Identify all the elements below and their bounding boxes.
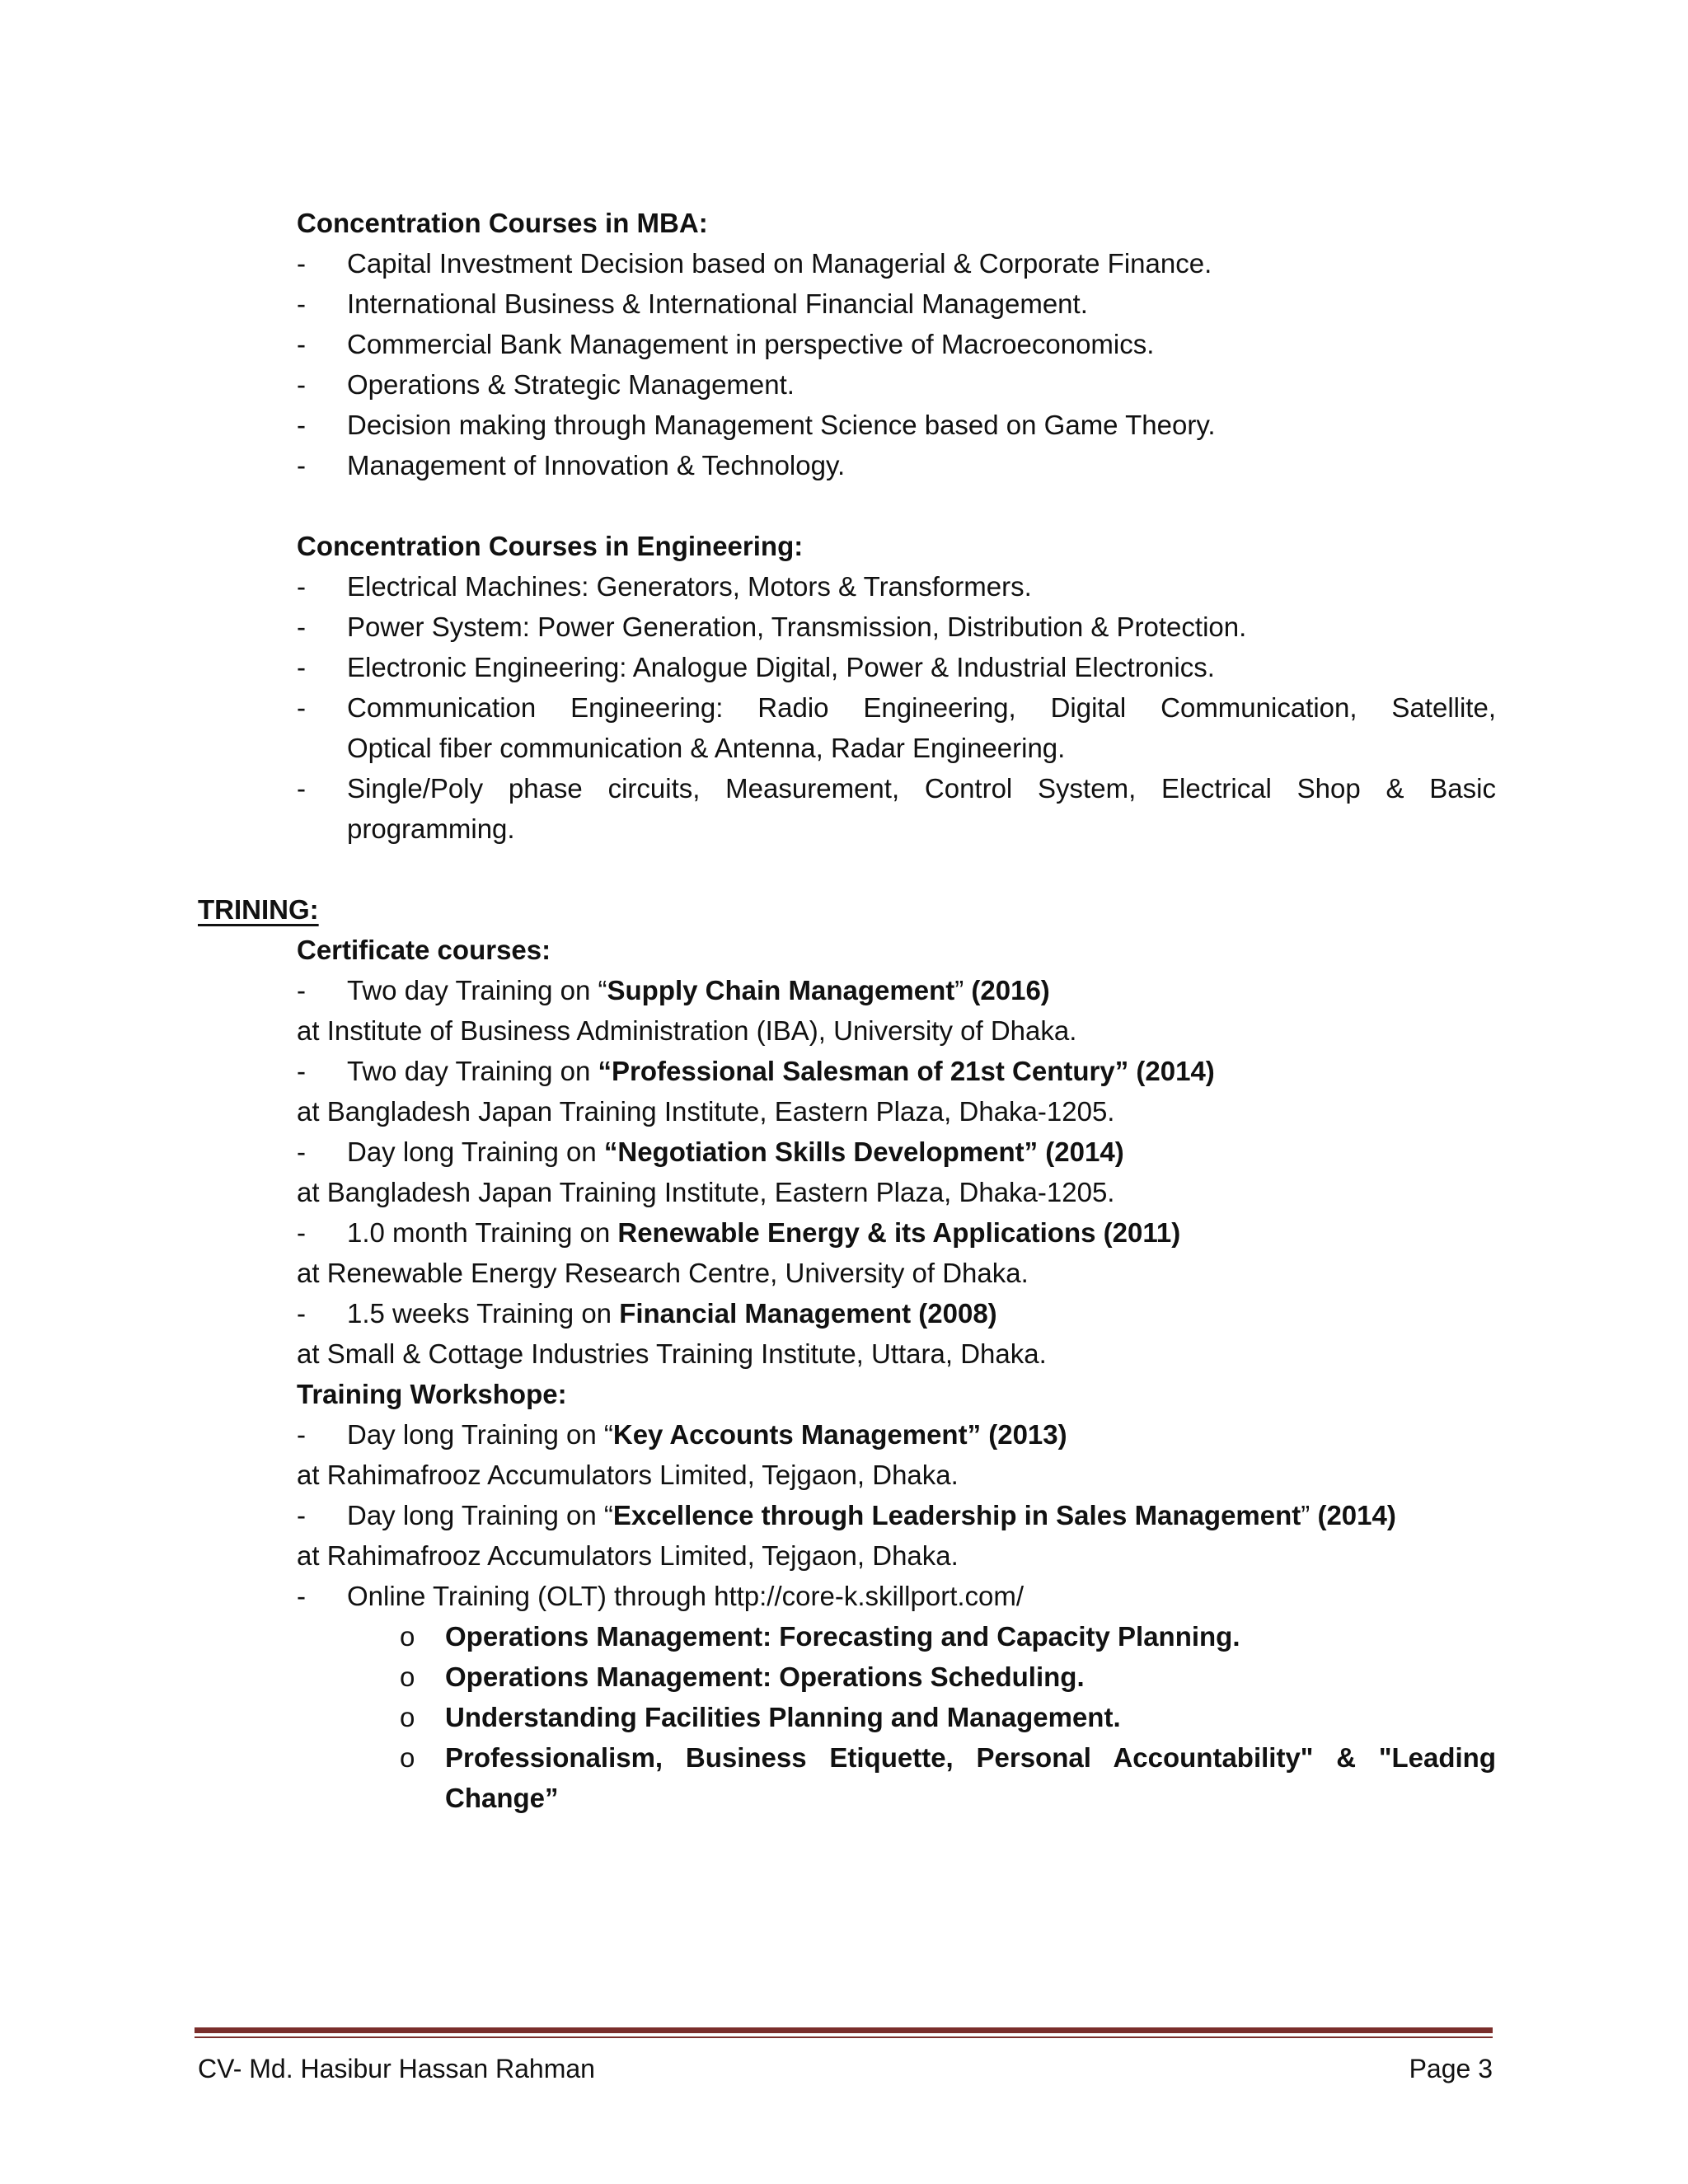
certificate-item: - 1.0 month Training on Renewable Energy & its Applications (2011): [297, 1217, 1181, 1248]
mba-item: - International Business & International Financial Management.: [297, 288, 1088, 319]
engineering-item: - Power System: Power Generation, Transmission, Distribution & Protection.: [297, 612, 1247, 642]
certificate-item: - Two day Training on “Supply Chain Management” (2016): [297, 975, 1050, 1005]
online-course-item: o Operations Management: Operations Scheduling.: [400, 1661, 1085, 1692]
certificate-venue: at Institute of Business Administration (IBA), University of Dhaka.: [297, 1015, 1077, 1046]
certificate-venue: at Bangladesh Japan Training Institute, Eastern Plaza, Dhaka-1205.: [297, 1096, 1115, 1127]
engineering-item: - Single/Poly phase circuits, Measurement, Control System, Electrical Shop & Basic: [297, 773, 1496, 804]
online-course-item: o Professionalism, Business Etiquette, Personal Accountability" & "Leading: [400, 1742, 1496, 1773]
mba-item: - Operations & Strategic Management.: [297, 369, 795, 400]
page-content: [198, 203, 1496, 1818]
footer-page-number: Page 3: [1409, 2054, 1493, 2083]
workshop-venue: at Rahimafrooz Accumulators Limited, Tejgaon, Dhaka.: [297, 1460, 959, 1490]
workshop-heading: Training Workshope:: [297, 1379, 567, 1409]
engineering-item-continued: programming.: [347, 813, 515, 844]
engineering-item: - Electrical Machines: Generators, Motors & Transformers.: [297, 571, 1032, 602]
certificate-heading: Certificate courses:: [297, 935, 551, 965]
online-course-item: o Operations Management: Forecasting and Capacity Planning.: [400, 1621, 1240, 1652]
workshop-item: - Day long Training on “Excellence through Leadership in Sales Management” (2014): [297, 1500, 1396, 1530]
online-course-item: o Understanding Facilities Planning and Management.: [400, 1702, 1121, 1732]
footer-rule-thin: [195, 2036, 1493, 2038]
workshop-item: - Day long Training on “Key Accounts Management” (2013): [297, 1419, 1067, 1450]
training-heading: TRINING:: [198, 894, 319, 925]
certificate-item: - Two day Training on “Professional Salesman of 21st Century” (2014): [297, 1056, 1215, 1086]
certificate-venue: at Bangladesh Japan Training Institute, Eastern Plaza, Dhaka-1205.: [297, 1177, 1115, 1207]
certificate-item: - Day long Training on “Negotiation Skills Development” (2014): [297, 1137, 1124, 1167]
certificate-item: - 1.5 weeks Training on Financial Management (2008): [297, 1298, 997, 1329]
mba-heading: Concentration Courses in MBA:: [297, 208, 708, 238]
workshop-venue: at Rahimafrooz Accumulators Limited, Tejgaon, Dhaka.: [297, 1540, 959, 1571]
engineering-item: - Communication Engineering: Radio Engineering, Digital Communication, Satellite,: [297, 692, 1496, 723]
engineering-item: - Electronic Engineering: Analogue Digital, Power & Industrial Electronics.: [297, 652, 1215, 682]
mba-item: - Decision making through Management Science based on Game Theory.: [297, 410, 1216, 440]
certificate-venue: at Renewable Energy Research Centre, University of Dhaka.: [297, 1258, 1029, 1288]
online-course-item-continued: Change”: [445, 1783, 559, 1813]
footer-name: CV- Md. Hasibur Hassan Rahman: [198, 2054, 595, 2083]
footer-rule: [195, 2027, 1493, 2033]
mba-item: - Management of Innovation & Technology.: [297, 450, 846, 480]
mba-item: - Capital Investment Decision based on Managerial & Corporate Finance.: [297, 248, 1212, 279]
certificate-venue: at Small & Cottage Industries Training Institute, Uttara, Dhaka.: [297, 1338, 1047, 1369]
engineering-item-continued: Optical fiber communication & Antenna, Radar Engineering.: [347, 733, 1066, 763]
engineering-heading: Concentration Courses in Engineering:: [297, 531, 804, 561]
online-training-item: - Online Training (OLT) through http://core-k.skillport.com/: [297, 1581, 1025, 1611]
mba-item: - Commercial Bank Management in perspective of Macroeconomics.: [297, 329, 1155, 359]
